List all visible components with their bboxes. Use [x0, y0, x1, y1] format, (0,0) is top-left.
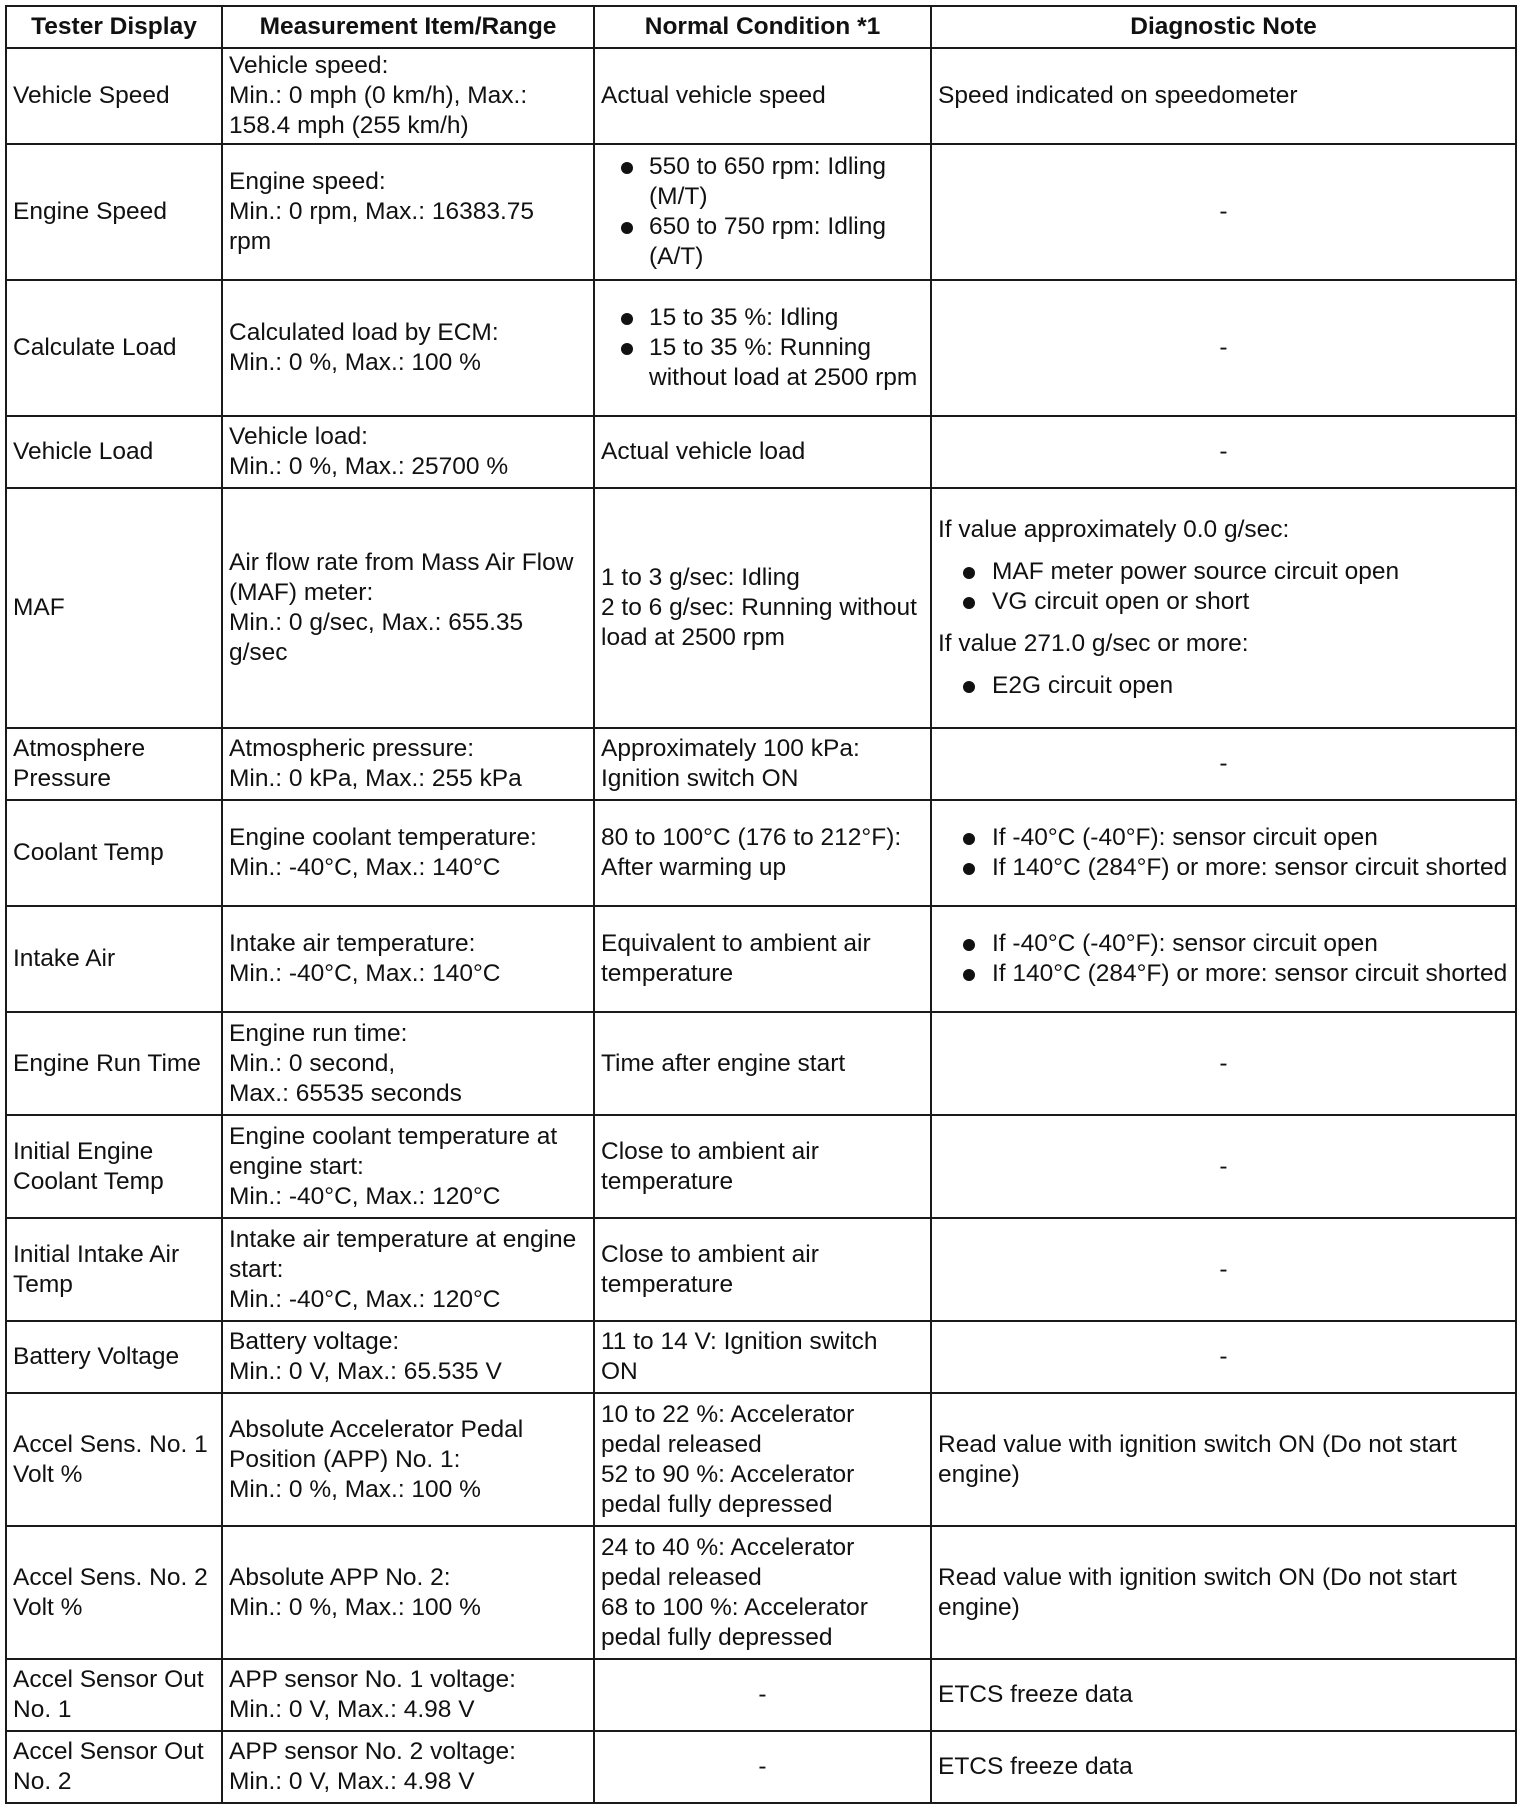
normal-condition-cell: [594, 1218, 931, 1321]
table-row-accel-sens-1: [6, 1393, 1516, 1526]
table-row-accel-sens-2: [6, 1526, 1516, 1659]
normal-condition-cell: [594, 1526, 931, 1659]
diagnostic-note-cell: -: [931, 1218, 1516, 1321]
header-normal-condition: Normal Condition *1: [594, 6, 931, 48]
table-row-atmosphere-pressure: [6, 728, 1516, 800]
text-line: Intake air temperature at engine: [229, 1225, 577, 1253]
diagnostic-note-cell: ETCS freeze data: [931, 1731, 1516, 1803]
diagnostic-note-cell: [931, 1393, 1516, 1526]
text-line: Close to ambient air: [601, 1137, 819, 1165]
text-line: Min.: 0 kPa, Max.: 255 kPa: [229, 765, 522, 792]
table-row-vehicle-speed: [6, 48, 1516, 144]
table-row-accel-out-2: [6, 1731, 1516, 1803]
list-item: 550 to 650 rpm: Idling (M/T): [601, 152, 924, 212]
normal-condition-cell: [594, 1393, 931, 1526]
tester-display-cell: Battery Voltage: [6, 1321, 222, 1393]
diagnostic-note-cell: -: [931, 416, 1516, 488]
text-line: 158.4 mph (255 km/h): [229, 112, 469, 139]
list-item: 15 to 35 %: Running without load at 2500 rpm: [601, 333, 924, 393]
normal-condition-cell: -: [594, 1659, 931, 1731]
table-row-calculate-load: [6, 280, 1516, 416]
text-line: Min.: 0 V, Max.: 4.98 V: [229, 1696, 475, 1723]
note-intro: If value approximately 0.0 g/sec:: [938, 516, 1290, 543]
normal-condition-cell: Actual vehicle speed: [594, 48, 931, 144]
normal-condition-cell: [594, 1321, 931, 1393]
text-line: pedal fully depressed: [601, 1623, 833, 1651]
text-line: Min.: 0 second,: [229, 1049, 396, 1077]
text-line: Min.: 0 V, Max.: 65.535 V: [229, 1358, 502, 1385]
normal-condition-cell: [594, 1115, 931, 1218]
tester-display-cell: [6, 1659, 222, 1731]
table-row-intake-air: [6, 906, 1516, 1012]
text-line: Absolute Accelerator Pedal: [229, 1415, 524, 1443]
text-line: load at 2500 rpm: [601, 624, 785, 651]
measurement-cell: [222, 280, 594, 416]
text-line: temperature: [601, 1270, 734, 1298]
text-line: engine): [938, 1593, 1020, 1621]
text-line: Min.: -40°C, Max.: 120°C: [229, 1182, 501, 1210]
text-line: engine): [938, 1460, 1020, 1488]
tester-display-cell: [6, 1526, 222, 1659]
tester-display-cell: Coolant Temp: [6, 800, 222, 906]
text-line: Min.: 0 g/sec, Max.: 655.35: [229, 609, 524, 636]
text-line: Min.: 0 %, Max.: 25700 %: [229, 453, 509, 480]
text-line: Engine run time:: [229, 1019, 408, 1047]
text-line: Min.: 0 rpm, Max.: 16383.75: [229, 198, 535, 225]
list-item: If -40°C (-40°F): sensor circuit open: [938, 823, 1509, 853]
diagnostic-note-cell: ETCS freeze data: [931, 1659, 1516, 1731]
text-line: Accel Sensor Out: [13, 1738, 204, 1765]
text-line: engine start:: [229, 1152, 364, 1180]
text-line: temperature: [601, 1167, 734, 1195]
text-line: 11 to 14 V: Ignition switch: [601, 1328, 878, 1355]
tester-display-cell: [6, 728, 222, 800]
normal-condition-cell: [594, 728, 931, 800]
tester-display-cell: [6, 1731, 222, 1803]
diagnostic-note-cell: [931, 488, 1516, 728]
text-line: g/sec: [229, 639, 288, 666]
text-line: Min.: 0 %, Max.: 100 %: [229, 1475, 481, 1503]
normal-condition-cell: [594, 800, 931, 906]
measurement-cell: [222, 48, 594, 144]
measurement-cell: [222, 1731, 594, 1803]
text-line: Battery voltage:: [229, 1328, 400, 1355]
text-line: Close to ambient air: [601, 1240, 819, 1268]
data-list-table: [5, 5, 1517, 1804]
measurement-cell: [222, 488, 594, 728]
diagnostic-note-cell: -: [931, 1321, 1516, 1393]
text-line: 52 to 90 %: Accelerator: [601, 1460, 855, 1488]
text-line: APP sensor No. 2 voltage:: [229, 1738, 516, 1765]
measurement-cell: [222, 1012, 594, 1115]
measurement-cell: [222, 1393, 594, 1526]
normal-condition-cell: [594, 144, 931, 280]
text-line: Min.: -40°C, Max.: 140°C: [229, 960, 501, 987]
text-line: Equivalent to ambient air: [601, 930, 871, 957]
text-line: Min.: 0 V, Max.: 4.98 V: [229, 1768, 475, 1795]
diagnostic-note-cell: Speed indicated on speedometer: [931, 48, 1516, 144]
text-line: temperature: [601, 960, 734, 987]
text-line: Read value with ignition switch ON (Do not start: [938, 1430, 1457, 1458]
text-line: ON: [601, 1358, 638, 1385]
table-row-initial-intake-air-temp: [6, 1218, 1516, 1321]
header-diagnostic-note: Diagnostic Note: [931, 6, 1516, 48]
diagnostic-note-cell: [931, 800, 1516, 906]
list-item: E2G circuit open: [938, 671, 1509, 701]
text-line: Temp: [13, 1270, 73, 1298]
diagnostic-note-cell: -: [931, 1115, 1516, 1218]
text-line: Vehicle speed:: [229, 52, 389, 79]
text-line: Ignition switch ON: [601, 765, 799, 792]
text-line: Absolute APP No. 2:: [229, 1563, 451, 1591]
measurement-cell: [222, 144, 594, 280]
text-line: Initial Intake Air: [13, 1240, 180, 1268]
diagnostic-note-cell: -: [931, 1012, 1516, 1115]
header-measurement-item: Measurement Item/Range: [222, 6, 594, 48]
text-line: Volt %: [13, 1593, 83, 1621]
list-item: 650 to 750 rpm: Idling (A/T): [601, 212, 924, 272]
text-line: Engine speed:: [229, 168, 386, 195]
text-line: 68 to 100 %: Accelerator: [601, 1593, 868, 1621]
text-line: pedal fully depressed: [601, 1490, 833, 1518]
bullet-list: [938, 929, 1509, 989]
text-line: 24 to 40 %: Accelerator: [601, 1533, 855, 1561]
text-line: Accel Sens. No. 1: [13, 1430, 208, 1458]
text-line: Min.: 0 %, Max.: 100 %: [229, 349, 481, 376]
diagnostic-note-cell: -: [931, 144, 1516, 280]
measurement-cell: [222, 1321, 594, 1393]
table-row-initial-engine-coolant-temp: [6, 1115, 1516, 1218]
table-row-coolant-temp: [6, 800, 1516, 906]
tester-display-cell: Intake Air: [6, 906, 222, 1012]
text-line: Min.: -40°C, Max.: 120°C: [229, 1285, 501, 1313]
text-line: Pressure: [13, 765, 112, 792]
text-line: Vehicle load:: [229, 423, 368, 450]
diagnostic-note-cell: -: [931, 280, 1516, 416]
tester-display-cell: [6, 1218, 222, 1321]
text-line: Approximately 100 kPa:: [601, 735, 860, 762]
table-row-vehicle-load: [6, 416, 1516, 488]
text-line: 10 to 22 %: Accelerator: [601, 1400, 855, 1428]
bullet-list: [938, 557, 1509, 617]
text-line: Min.: 0 %, Max.: 100 %: [229, 1593, 481, 1621]
bullet-list: [938, 823, 1509, 883]
text-line: Atmospheric pressure:: [229, 735, 475, 762]
measurement-cell: [222, 1218, 594, 1321]
table-row-accel-out-1: [6, 1659, 1516, 1731]
text-line: Air flow rate from Mass Air Flow: [229, 549, 574, 576]
bullet-list: [938, 671, 1509, 701]
text-line: 1 to 3 g/sec: Idling: [601, 564, 800, 591]
text-line: 80 to 100°C (176 to 212°F):: [601, 824, 902, 851]
normal-condition-cell: [594, 906, 931, 1012]
text-line: Accel Sens. No. 2: [13, 1563, 208, 1591]
diagnostic-note-cell: -: [931, 728, 1516, 800]
tester-display-cell: Engine Speed: [6, 144, 222, 280]
text-line: After warming up: [601, 854, 787, 881]
tester-display-cell: Calculate Load: [6, 280, 222, 416]
text-line: Engine coolant temperature at: [229, 1122, 558, 1150]
tester-display-cell: Vehicle Load: [6, 416, 222, 488]
text-line: Coolant Temp: [13, 1167, 164, 1195]
diagnostic-note-cell: [931, 906, 1516, 1012]
text-line: Position (APP) No. 1:: [229, 1445, 461, 1473]
measurement-cell: [222, 1115, 594, 1218]
tester-display-cell: Engine Run Time: [6, 1012, 222, 1115]
normal-condition-cell: -: [594, 1731, 931, 1803]
tester-display-cell: [6, 1115, 222, 1218]
measurement-cell: [222, 416, 594, 488]
text-line: 2 to 6 g/sec: Running without: [601, 594, 917, 621]
tester-display-cell: Vehicle Speed: [6, 48, 222, 144]
table-row-maf: [6, 488, 1516, 728]
text-line: Calculated load by ECM:: [229, 319, 499, 346]
normal-condition-cell: [594, 488, 931, 728]
list-item: 15 to 35 %: Idling: [601, 303, 924, 333]
table-row-engine-speed: [6, 144, 1516, 280]
list-item: If 140°C (284°F) or more: sensor circuit shorted: [938, 853, 1509, 883]
text-line: pedal released: [601, 1430, 762, 1458]
text-line: pedal released: [601, 1563, 762, 1591]
text-line: Atmosphere: [13, 735, 146, 762]
table-row-engine-run-time: [6, 1012, 1516, 1115]
text-line: Volt %: [13, 1460, 83, 1488]
table-row-battery-voltage: [6, 1321, 1516, 1393]
text-line: No. 1: [13, 1696, 72, 1723]
normal-condition-cell: Time after engine start: [594, 1012, 931, 1115]
diagnostic-note-cell: [931, 1526, 1516, 1659]
measurement-cell: [222, 1659, 594, 1731]
text-line: Min.: -40°C, Max.: 140°C: [229, 854, 501, 881]
text-line: APP sensor No. 1 voltage:: [229, 1666, 516, 1693]
measurement-cell: [222, 800, 594, 906]
list-item: VG circuit open or short: [938, 587, 1509, 617]
measurement-cell: [222, 728, 594, 800]
text-line: Engine coolant temperature:: [229, 824, 537, 851]
tester-display-cell: MAF: [6, 488, 222, 728]
header-row: [6, 6, 1516, 48]
text-line: Initial Engine: [13, 1137, 154, 1165]
list-item: If -40°C (-40°F): sensor circuit open: [938, 929, 1509, 959]
text-line: No. 2: [13, 1768, 72, 1795]
text-line: (MAF) meter:: [229, 579, 374, 606]
measurement-cell: [222, 906, 594, 1012]
text-line: Read value with ignition switch ON (Do not start: [938, 1563, 1457, 1591]
text-line: Min.: 0 mph (0 km/h), Max.:: [229, 82, 528, 109]
note-intro: If value 271.0 g/sec or more:: [938, 630, 1249, 657]
text-line: rpm: [229, 228, 272, 255]
measurement-cell: [222, 1526, 594, 1659]
text-line: Intake air temperature:: [229, 930, 476, 957]
text-line: Max.: 65535 seconds: [229, 1079, 462, 1107]
text-line: Accel Sensor Out: [13, 1666, 204, 1693]
header-tester-display: Tester Display: [6, 6, 222, 48]
list-item: MAF meter power source circuit open: [938, 557, 1509, 587]
list-item: If 140°C (284°F) or more: sensor circuit shorted: [938, 959, 1509, 989]
text-line: start:: [229, 1255, 284, 1283]
tester-display-cell: [6, 1393, 222, 1526]
normal-condition-cell: Actual vehicle load: [594, 416, 931, 488]
normal-condition-cell: [594, 280, 931, 416]
bullet-list: [601, 152, 924, 272]
bullet-list: [601, 303, 924, 393]
